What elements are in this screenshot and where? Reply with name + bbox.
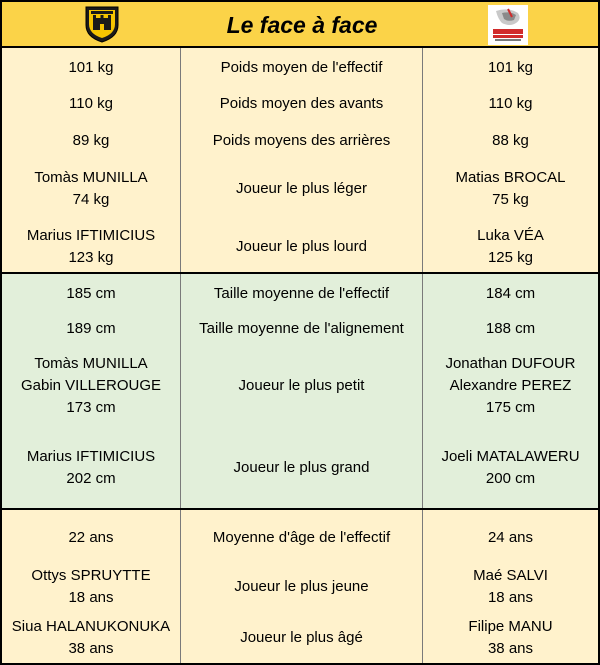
age-section [2,510,598,663]
stat-label-cell [181,353,422,419]
stat-label: Poids moyen des avants [219,95,384,112]
player-name: Jonathan DUFOUR [445,355,576,372]
value-line: 18 ans [487,589,534,606]
left-value-cell [2,93,180,115]
stat-label-cell [181,283,422,305]
right-value-cell [423,167,598,211]
value-line: 189 cm [66,320,116,337]
value-line: 110 kg [488,95,533,112]
stat-label: Taille moyenne de l'effectif [213,285,390,302]
player-name: Maé SALVI [473,567,548,584]
stat-label: Joueur le plus léger [236,180,367,197]
value-line: 38 ans [487,640,534,657]
stat-label: Joueur le plus lourd [236,238,367,255]
stat-label-cell [181,93,422,115]
right-value-cell [423,283,598,305]
tarbes-logo-icon [488,5,528,45]
player-name: Tomàs MUNILLA [34,169,148,186]
left-value-cell [2,565,180,609]
value-line: 18 ans [68,589,114,606]
stat-label: Joueur le plus âgé [240,629,363,646]
value-line: 88 kg [492,132,529,149]
left-value-cell [2,167,180,211]
value-line: 188 cm [485,320,536,337]
value-line: 200 cm [485,470,536,487]
player-name: Ottys SPRUYTTE [31,567,151,584]
header-bar [2,2,598,48]
stat-label: Joueur le plus grand [233,459,370,476]
right-value-cell [423,353,598,419]
stat-label: Joueur le plus jeune [234,578,369,595]
stat-label: Joueur le plus petit [238,377,365,394]
value-line: 202 cm [66,470,116,487]
left-value-cell [2,318,180,340]
right-value-cell [423,565,598,609]
value-line: 89 kg [72,132,110,149]
stat-label-cell [181,565,422,609]
player-name: Alexandre PEREZ [449,377,572,394]
height-section [2,274,598,510]
value-line: 101 kg [68,59,114,76]
stat-label-cell [181,318,422,340]
player-name: Gabin VILLEROUGE [20,377,162,394]
left-value-cell [2,130,180,152]
right-value-cell [423,527,598,549]
left-value-cell [2,446,180,490]
right-value-cell [423,225,598,269]
value-line: 185 cm [66,285,116,302]
value-line: 75 kg [492,191,529,208]
right-value-cell [423,57,598,79]
player-name: Luka VÉA [477,227,544,244]
stat-label: Poids moyen de l'effectif [220,59,383,76]
left-value-cell [2,283,180,305]
left-value-cell [2,616,180,660]
left-value-cell [2,353,180,419]
player-name: Matias BROCAL [455,169,566,186]
value-line: 101 kg [487,59,534,76]
value-line: 123 kg [68,249,114,266]
value-line: 110 kg [69,95,113,112]
stat-label-cell [181,225,422,269]
value-line: 125 kg [487,249,534,266]
left-value-cell [2,57,180,79]
right-value-cell [423,130,598,152]
page-title: Le face à face [226,12,378,38]
value-line: 175 cm [485,399,536,416]
player-name: Siua HALANUKONUKA [11,618,171,635]
right-value-cell [423,318,598,340]
stat-label-cell [181,616,422,660]
player-name: Joeli MATALAWERU [441,448,580,465]
value-line: 173 cm [66,399,116,416]
right-value-cell [423,446,598,490]
stat-label: Taille moyenne de l'alignement [199,320,404,337]
weight-section [2,48,598,274]
player-name: Marius IFTIMICIUS [26,227,156,244]
comparison-grid [2,2,598,663]
player-name: Marius IFTIMICIUS [26,448,156,465]
stat-label-cell [181,57,422,79]
stat-label-cell [181,167,422,211]
stat-label: Moyenne d'âge de l'effectif [212,529,391,546]
stat-label-cell [181,457,422,479]
stat-label-cell [181,130,422,152]
stat-label: Poids moyens des arrières [212,132,391,149]
left-value-cell [2,527,180,549]
right-value-cell [423,93,598,115]
value-line: 184 cm [485,285,536,302]
left-value-cell [2,225,180,269]
stat-label-cell [181,527,422,549]
value-line: 74 kg [72,191,110,208]
right-value-cell [423,616,598,660]
player-name: Filipe MANU [468,618,553,635]
value-line: 38 ans [68,640,114,657]
value-line: 22 ans [68,529,114,546]
carcassonne-crest-icon [84,5,120,43]
player-name: Tomàs MUNILLA [34,355,148,372]
value-line: 24 ans [487,529,534,546]
